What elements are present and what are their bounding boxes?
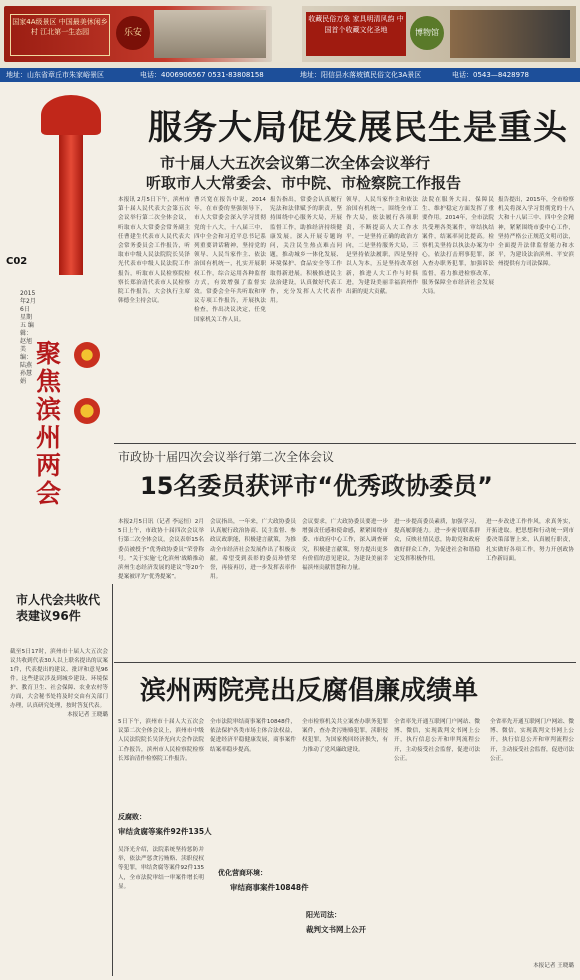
divider [114, 662, 576, 663]
article3-box1-head: 审结贪腐等案件92件135人 [118, 827, 212, 836]
right-ad-text: 收藏民俗万象 家具明清风韵 中国首个收藏文化圣地 [306, 12, 406, 56]
article2-col-4: 进一步提高委员素质，加强学习，提高履职能力。进一步密切联系群众，反映社情民意，协助党和政府做好群众工作，为促进社会和谐稳定发挥积极作用。 [394, 519, 480, 562]
huabiao-pillar-image [40, 95, 102, 275]
left-ad-banner[interactable] [4, 6, 272, 62]
article2-kicker: 市政协十届四次会议举行第二次全体会议 [118, 450, 335, 464]
article3-box2-head: 审结商事案件10848件 [230, 883, 309, 892]
article2-col-1: 本报2月5日讯（记者 李运恒）2月5日上午，市政协十届四次会议举行第二次全体会议，会议表彰15名委员被授予“优秀政协委员”荣誉称号。“关于实施‘七化滨州’战略推动滨州生态经济发展的建议”等20个提案被评为“优秀提案”。 [118, 519, 204, 581]
left-ad-seal-text: 国家4A级景区 中国最美休闲乡村 江北第一生态园 [10, 14, 110, 56]
article3-reporter: 本报记者 王晓璐 [533, 963, 574, 969]
article1-col-4: 领导，人民当家作主和依法治国有机统一。围绕全市工作大局，依法履行各项职责，不断提高人大工作水平，一是坚持正确的政治方向，二是坚持服务大局，三是坚持依法履职，四是坚持以人为本，五是坚持改革创新，推进人大工作与时俱进，为建设美丽幸福滨州作出新的更大贡献。 [346, 197, 418, 296]
article1-subhead-1: 市十届人大五次会议第二次全体会议举行 [160, 154, 431, 172]
building-image [154, 10, 266, 58]
article3-col-2: 吴泽光介绍，法院系统坚持惩防并举，依法严惩贪污贿赂、渎职侵权等犯罪，审结贪腐等案件92件135人，全市法院审结一审案件增长明显。 [118, 847, 204, 890]
right-ad-address: 地址：阳信县水落坡镇民俗文化3A景区 [300, 71, 422, 79]
horse-statue-image [450, 10, 570, 58]
divider [114, 443, 576, 444]
article3-col-4: 全市检察机关共立案查办职务犯罪案件，查办贪污贿赂犯罪，渎职侵权犯罪，为国家挽回经济损失，有力推动了党风廉政建设。 [302, 719, 388, 753]
article3-box3-head: 裁判文书网上公开 [306, 925, 366, 934]
right-ad-phone: 电话：0543—8428978 [452, 71, 529, 79]
article3-box2-title: 优化营商环境： [218, 869, 267, 877]
article3-col-5: 全省率先开通互联网门户网站、微博、微信，实现裁判文书网上公开，执行信息公开和审判流程公开，主动接受社会监督，促进司法公正。 [394, 719, 480, 762]
article2-col-3: 会议要求，广大政协委员要进一步增强责任感和使命感，紧紧围绕市委、市政府中心工作，深入调查研究，积极建言献策，努力提出更多有价值的意见建议，为建设美丽幸福滨州贡献智慧和力量。 [302, 519, 388, 572]
left-ad-phone: 电话：4006906567 0531-83808158 [140, 71, 264, 79]
national-emblem-icon [74, 342, 100, 368]
article1-subhead-2: 听取市人大常委会、市中院、市检察院工作报告 [146, 174, 462, 192]
article3-box3-title: 阳光司法： [306, 911, 341, 919]
page-meta: 2015年2月6日 星期五 编辑：赵旭 美编：陆燕 孙慧娟 [20, 290, 36, 385]
right-ad-banner[interactable] [302, 6, 576, 62]
article3-col-6 [490, 718, 574, 958]
article3-col-1: 5日下午，滨州市十届人大五次会议第二次全体会议上，滨州市中级人民法院院长吴泽光向大会作法院工作报告，滨州市人民检察院检察长郑治清作检察院工作报告。 [118, 719, 204, 762]
left-ad-brand: 乐安 [116, 16, 150, 50]
page-code: C02 [6, 256, 28, 267]
article3-headline: 滨州两院亮出反腐倡廉成绩单 [140, 676, 479, 706]
cppcc-emblem-icon [74, 398, 100, 424]
article1-col-1: 本报讯 2月5日下午，滨州市第十届人民代表大会第五次会议举行第二次全体会议，听取市人大常委会常务副主任曹建生代表市人民代表大会常务委员会工作报告，听取市中级人民法院院长吴泽光代表市中级人民法院工作报告，听取市人民检察院检察长郑治清代表市人民检察院工作报告。大会执行主席韩德全主持会议。 [118, 197, 190, 305]
top-advertisement [0, 0, 580, 68]
right-ad-seal: 博物馆 [410, 16, 444, 50]
article1-col-2: 曹兴宽在报告中说，2014年，在市委的坚强领导下，市人大常委会深入学习贯彻党的十八大，十八届三中、四中全会和习近平总书记系列重要讲话精神，坚持党的领导、人民当家作主、依法治国有机统一，扎实开展职权工作，综合运用各种监督方式，有效增强了监督实效。常委会全年共听取和审议专项工作报告，开展执法检查，作出决议决定，任免国家机关工作人员。 [194, 197, 266, 323]
article2-col-2: 会议指出，一年来，广大政协委员认真履行政治协商、民主监督、参政议政职能，积极建言献策，为推动全市经济社会发展作出了积极贡献。希望受到表彰的委员珍惜荣誉，再接再厉，进一步发挥表率作用。 [210, 519, 296, 581]
vertical-divider [112, 584, 113, 976]
section-title: 聚焦滨州两会 [36, 339, 62, 508]
article3-col-6-text: 全省率先开通互联网门户网站、微博、微信，实现裁判文书网上公开，执行信息公开和审判流程公开，主动接受社会监督，促进司法公正。 [490, 719, 574, 762]
article1-headline: 服务大局促发展民生是重头 [148, 108, 568, 148]
left-ad-address: 地址：山东省章丘市朱家峪景区 [6, 71, 104, 79]
article1-col-3: 报告指出，常委会认真履行宪法和法律赋予的职责，坚持围绕中心服务大局，开展监督工作，助推经济持续健康发展。深入开展专题询问，关注民生热点难点问题，推动城乡一体化发展、环境保护、食品安全等工作取得新进展。积极推进民主法治建设，认真做好代表工作，充分发挥人大代表作用。 [270, 197, 342, 305]
article1-col-6: 报告提出，2015年，全市检察机关将深入学习贯彻党的十八大和十八届三中、四中全会精神，紧紧围绕市委中心工作，坚持严格公正规范文明司法，全面提升法律监督能力和水平，为建设法治滨州、平安滨州提供有力司法保障。 [498, 197, 574, 268]
sidebox-body: 截至5日17时，滨州市十届人大五次会议共收到代表30人以上联名提出的议案1件，代表提出的建议、批评和意见96件。这些建议涉及到城乡建设、环境保护、教育卫生、社会保障、农业农村等方面，大会秘书处将及时交由有关部门办理，认真研究处理，按时答复代表。 [10, 649, 108, 709]
ad-contact-bar [0, 68, 580, 82]
article1-col-5: 法院在服务大局、保障民生、维护稳定方面发挥了重要作用。2014年，全市法院共受理各类案件，审结执结案件，结案率同比提高。检察机关坚持以执法办案为中心，依法打击刑事犯罪，深入查办职务犯罪，加强诉讼监督，着力推进检察改革，服务保障全市经济社会发展大局。 [422, 197, 494, 296]
article2-col-5: 进一步改进工作作风，求真务实，开拓进取。把思想和行动统一到市委决策部署上来，认真履行职责，扎实做好各项工作，努力开创政协工作新局面。 [486, 519, 574, 562]
sidebox-text [10, 648, 108, 974]
sidebox-reporter: 本报记者 王晓璐 [67, 712, 108, 718]
article3-col-3: 全市法院审结商事案件10848件，依法保护各类市场主体合法权益，促进经济平稳健康发展，商事案件结案率稳步提高。 [210, 719, 296, 753]
article2-headline: 15名委员获评市“优秀政协委员” [140, 472, 493, 500]
sidebox-headline: 市人代会共收代表建议96件 [16, 593, 101, 623]
article3-box1-title: 反腐败： [118, 813, 146, 821]
